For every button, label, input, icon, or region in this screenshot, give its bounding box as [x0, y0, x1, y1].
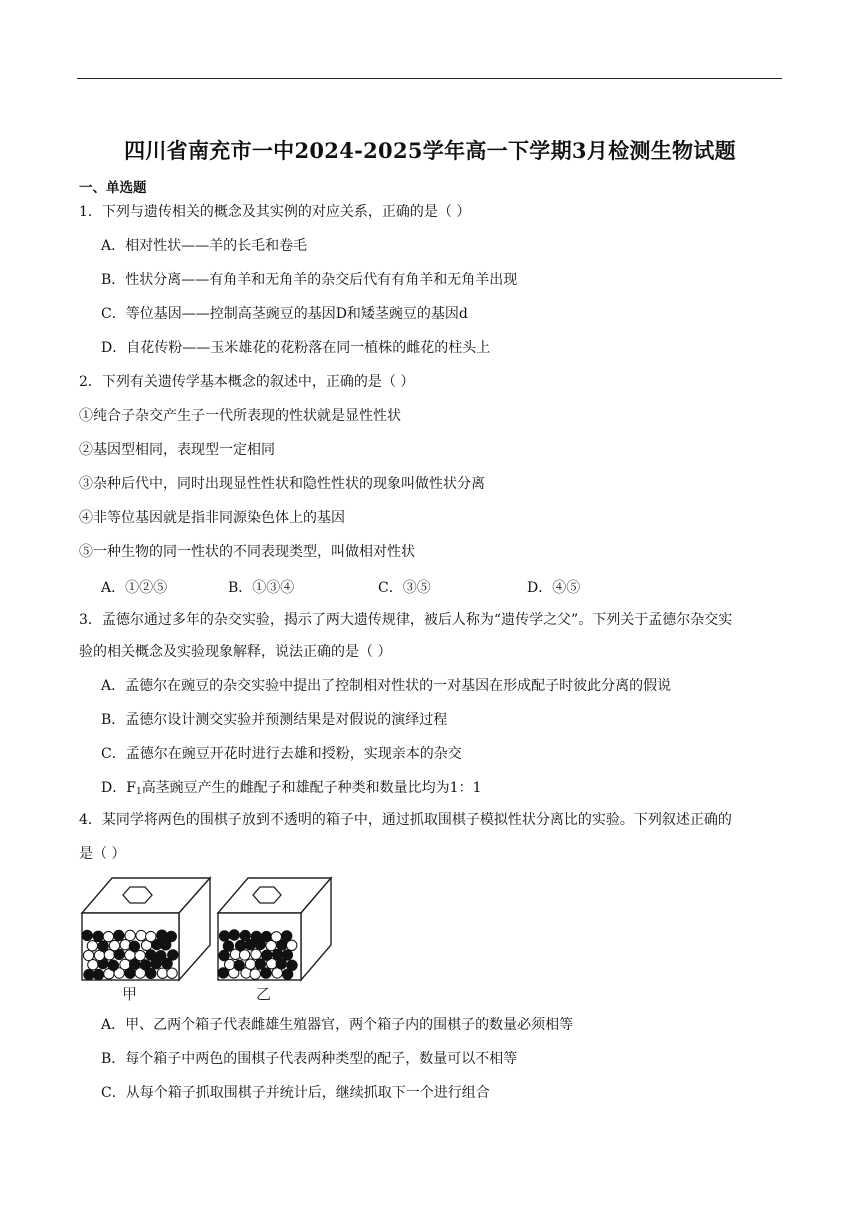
- go-stone: [235, 940, 245, 950]
- q3-option-d-prefix: D．F: [101, 780, 136, 796]
- question-4-stem-line-1: 4．某同学将两色的围棋子放到不透明的箱子中，通过抓取围棋子模拟性状分离比的实验。下列叙述正确的: [79, 812, 732, 828]
- go-stone: [157, 930, 167, 940]
- figure-label-yi: 乙: [256, 985, 272, 1003]
- q2-option-d: D．④⑤: [527, 580, 581, 596]
- header-rule: [77, 78, 782, 79]
- figure-label-jia: 甲: [122, 985, 138, 1003]
- go-stone: [251, 949, 261, 959]
- go-stone: [109, 940, 119, 950]
- go-stone: [234, 960, 244, 970]
- q1-option-c: C．等位基因——控制高茎豌豆的基因D和矮茎豌豆的基因d: [101, 306, 468, 322]
- page-title: 四川省南充市一中2024-2025学年高一下学期3月检测生物试题: [124, 138, 736, 163]
- go-stone: [251, 931, 261, 941]
- go-stone: [219, 931, 229, 941]
- q2-option-b: B．①③④: [228, 580, 295, 596]
- q1-option-d: D．自花传粉——玉米雄花的花粉落在同一植株的雌花的柱头上: [101, 340, 491, 356]
- q2-statement-3: ③杂种后代中，同时出现显性性状和隐性性状的现象叫做性状分离: [79, 476, 485, 492]
- box-figure-svg: [78, 872, 348, 1004]
- question-2-stem: 2．下列有关遗传学基本概念的叙述中，正确的是（ ）: [79, 374, 415, 390]
- go-stone: [140, 960, 150, 970]
- go-stone: [108, 960, 118, 970]
- go-stone: [262, 950, 272, 960]
- go-stone: [282, 950, 292, 960]
- q1-option-a: A．相对性状——羊的长毛和卷毛: [101, 238, 308, 254]
- go-stone: [166, 931, 176, 941]
- q4-option-c: C．从每个箱子抓取围棋子并统计后，继续抓取下一个进行组合: [101, 1085, 490, 1101]
- q2-statement-1: ①纯合子杂交产生子一代所表现的性状就是显性性状: [79, 408, 401, 424]
- go-stone: [167, 968, 177, 978]
- q4-option-b: B．每个箱子中两色的围棋子代表两种类型的配子，数量可以不相等: [101, 1051, 518, 1067]
- box-yi-hole: [253, 887, 281, 903]
- q3-option-d-subscript: 1: [135, 787, 142, 797]
- go-stone: [240, 930, 250, 940]
- go-stone: [168, 950, 178, 960]
- question-1-stem: 1．下列与遗传相关的概念及其实例的对应关系，正确的是（ ）: [79, 204, 471, 220]
- go-stone: [255, 959, 265, 969]
- go-stone: [219, 950, 229, 960]
- box-jia: [82, 878, 210, 980]
- q3-option-a: A．孟德尔在豌豆的杂交实验中提出了控制相对性状的一对基因在形成配子时彼此分离的假说: [101, 678, 672, 694]
- go-stone: [84, 969, 94, 979]
- go-stone: [261, 931, 271, 941]
- go-stone: [245, 959, 255, 969]
- go-stone: [93, 931, 103, 941]
- q3-option-c: C．孟德尔在豌豆开花时进行去雄和授粉，实现亲本的杂交: [101, 746, 462, 762]
- q4-option-a: A．甲、乙两个箱子代表雌雄生殖器官，两个箱子内的围棋子的数量必须相等: [101, 1017, 574, 1033]
- go-stone: [135, 950, 145, 960]
- q3-option-d-text: 高茎豌豆产生的雌配子和雄配子种类和数量比均为1：1: [141, 780, 482, 796]
- go-stone: [114, 930, 124, 940]
- go-stone: [129, 941, 139, 951]
- go-stone: [146, 950, 156, 960]
- section-heading: 一、单选题: [79, 180, 147, 196]
- box-figure: [78, 872, 348, 1004]
- go-stone: [261, 968, 271, 978]
- go-stone: [87, 941, 97, 951]
- go-stone: [287, 960, 297, 970]
- go-stone: [120, 959, 130, 969]
- q2-statement-5: ⑤一种生物的同一性状的不同表现类型，叫做相对性状: [79, 544, 415, 560]
- go-stone: [282, 931, 292, 941]
- go-stone: [93, 969, 103, 979]
- go-stone: [125, 930, 135, 940]
- go-stone: [136, 930, 146, 940]
- box-jia-hole: [123, 887, 152, 903]
- q2-option-c: C．③⑤: [378, 580, 431, 596]
- q2-statement-4: ④非等位基因就是指非同源染色体上的基因: [79, 510, 345, 526]
- go-stone: [223, 941, 233, 951]
- q2-options-row: [101, 577, 661, 595]
- go-stone: [83, 950, 93, 960]
- question-3-stem-line-1: 3．孟德尔通过多年的杂交实验，揭示了两大遗传规律，被后人称为“遗传学之父”。下列关于孟德尔杂交实: [79, 612, 733, 628]
- go-stone: [287, 940, 297, 950]
- go-stone: [146, 931, 156, 941]
- q2-option-a: A．①②⑤: [101, 580, 168, 596]
- go-stone: [271, 932, 281, 942]
- go-stone: [156, 951, 166, 961]
- q1-option-b: B．性状分离——有角羊和无角羊的杂交后代有有角羊和无角羊出现: [101, 272, 518, 288]
- q3-option-d: [101, 779, 482, 801]
- go-stone: [157, 968, 167, 978]
- go-stone: [82, 930, 92, 940]
- question-4-stem-line-2: 是（ ）: [79, 846, 126, 862]
- q2-statement-2: ②基因型相同，表现型一定相同: [79, 442, 275, 458]
- go-stone: [272, 949, 282, 959]
- question-3-stem-line-2: 验的相关概念及实验现象解释，说法正确的是（ ）: [79, 644, 392, 660]
- q3-option-b: B．孟德尔设计测交实验并预测结果是对假说的演绎过程: [101, 712, 448, 728]
- go-stone: [250, 969, 260, 979]
- go-stone: [229, 930, 239, 940]
- go-stone: [98, 941, 108, 951]
- go-stone: [103, 932, 113, 942]
- box-yi: [218, 878, 331, 980]
